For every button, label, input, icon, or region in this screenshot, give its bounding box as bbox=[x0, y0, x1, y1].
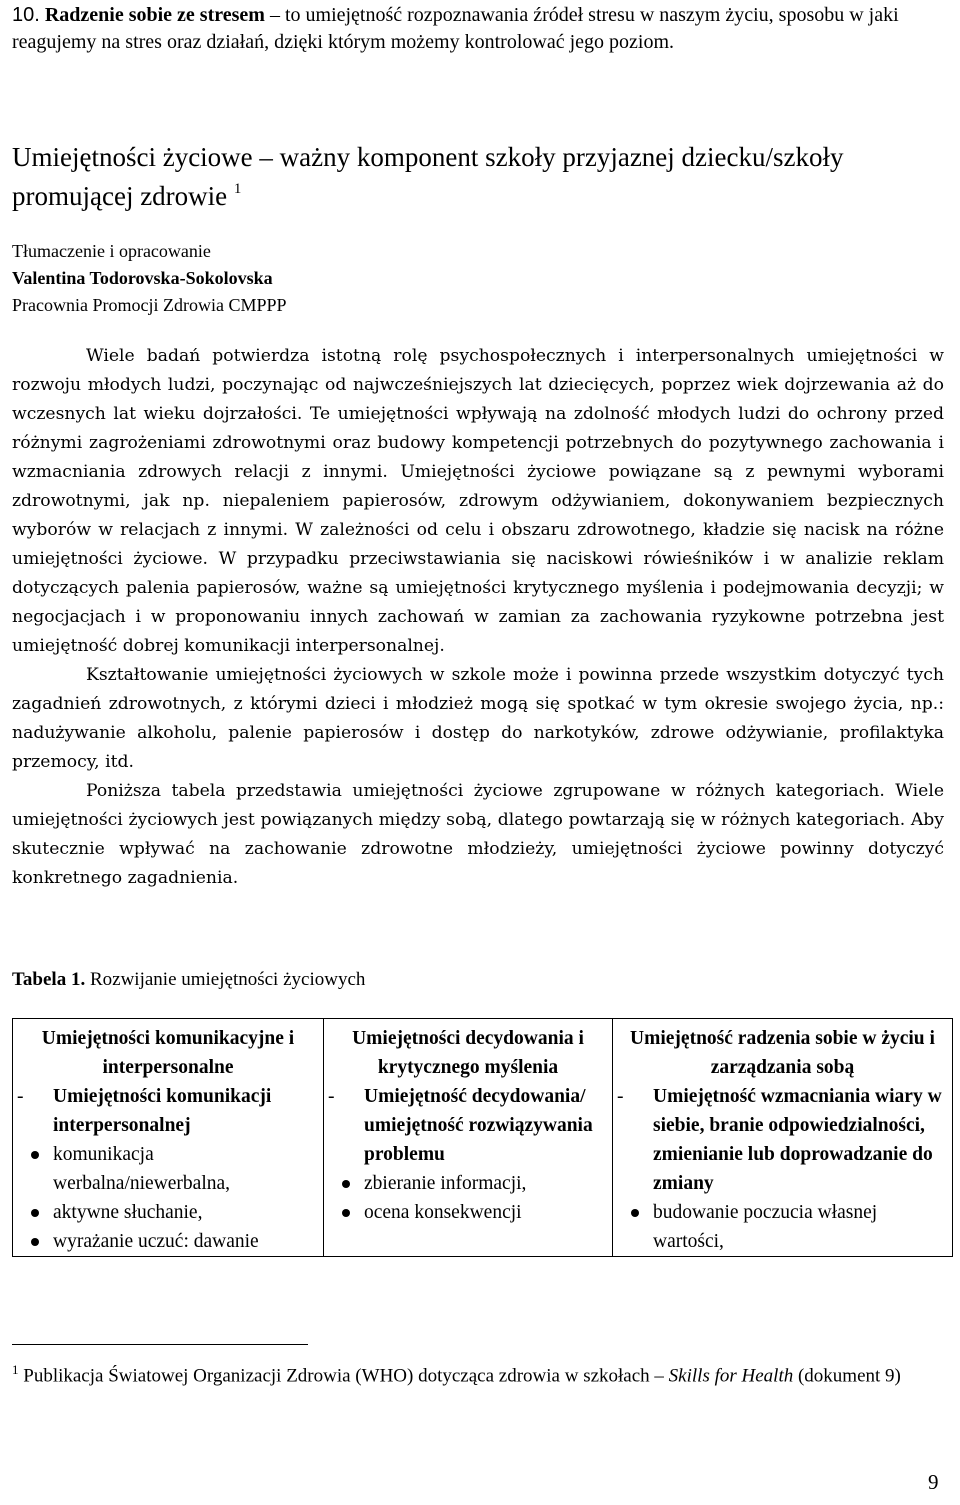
body-text bbox=[12, 342, 944, 893]
item-definition: – to umiejętność rozpoznawania źródeł stresu w naszym życiu, sposobu w jaki reagujemy na stres oraz działań, dzięki którym możemy kontrolować jego poziom. bbox=[12, 4, 899, 53]
skills-table bbox=[12, 1018, 953, 1257]
table-cell bbox=[324, 1019, 613, 1257]
list-item bbox=[17, 1140, 319, 1198]
table-caption-text: Rozwijanie umiejętności życiowych bbox=[85, 969, 366, 990]
footnote-divider bbox=[12, 1344, 308, 1345]
item-number: 10. bbox=[12, 4, 40, 26]
skill-item: aktywne słuchanie, bbox=[53, 1202, 203, 1223]
item-term: Radzenie sobie ze stresem bbox=[44, 4, 265, 26]
list-item bbox=[617, 1198, 948, 1256]
bullet-icon bbox=[17, 1227, 53, 1256]
paragraph: Wiele badań potwierdza istotną rolę psychospołecznych i interpersonalnych umiejętności w rozwoju młodych ludzi, poczynając od najwcześniejszych lat dziecięcych, poprzez wiek dojrzewania aż do wczesnych lat wieku dojrzałości. Te umiejętności wpływają na zdolność młodych ludzi do ochrony przed różnymi zagrożeniami zdrowotnymi oraz budowy kompetencji potrzebnych do pozytywnego zachowania i wzmacniania zdrowych relacji z innymi. Umiejętności życiowe powiązane są z pewnymi wyborami zdrowotnymi, jak np. niepaleniem papierosów, zdrowym odżywianiem, dokonywaniem bezpiecznych wyborów w relacjach z innymi. W zależności od celu i obszaru zdrowotnego, kładzie się nacisk na różne umiejętności życiowe. W przypadku przeciwstawiania się naciskowi rówieśników i w analizie reklam dotyczących palenia papierosów, ważne są umiejętności krytycznego myślenia i podejmowania decyzji; w negocjacjach i w proponowaniu innych zachowań w zamian za zachowania ryzykowne potrzebna jest umiejętność dobrej komunikacji interpersonalnej. bbox=[12, 346, 944, 656]
title-text: Umiejętności życiowe – ważny komponent szkoły przyjaznej dziecku/szkoły promującej zdrowie bbox=[12, 142, 844, 211]
paragraph: Poniższa tabela przedstawia umiejętności życiowe zgrupowane w różnych kategoriach. Wiele umiejętności życiowych jest powiązanych między sobą, dlatego powtarzają się w różnych kategoriach. Aby skutecznie wpływać na zachowanie zdrowotne młodzieży, umiejętności życiowe powinny dotyczyć konkretnego zagadnienia. bbox=[12, 781, 944, 888]
skill-group: Umiejętność decydowania/ umiejętność rozwiązywania problemu bbox=[364, 1086, 593, 1165]
table-cell bbox=[613, 1019, 953, 1257]
column-header: Umiejętności decydowania i krytycznego myślenia bbox=[352, 1028, 584, 1078]
author-name: Valentina Todorovska-Sokolovska bbox=[12, 268, 273, 288]
list-item bbox=[17, 1198, 319, 1227]
footnote-mark: 1 bbox=[12, 1362, 19, 1377]
title-footnote-mark[interactable]: 1 bbox=[233, 181, 242, 197]
table-caption-label: Tabela 1. bbox=[12, 969, 86, 990]
footnote-text: Publikacja Światowej Organizacji Zdrowia (WHO) dotycząca zdrowia w szkołach – bbox=[18, 1365, 669, 1387]
credits bbox=[12, 238, 287, 319]
table-row bbox=[13, 1019, 953, 1257]
column-header: Umiejętności komunikacyjne i interpersonalne bbox=[41, 1028, 295, 1078]
bullet-icon bbox=[328, 1198, 364, 1227]
credits-line: Tłumaczenie i opracowanie bbox=[12, 241, 211, 261]
footnote-tail: (dokument 9) bbox=[793, 1365, 901, 1387]
list-item bbox=[17, 1082, 319, 1140]
list-item bbox=[328, 1169, 608, 1198]
skill-group: Umiejętności komunikacji interpersonalnej bbox=[53, 1086, 272, 1136]
skill-item: komunikacja werbalna/niewerbalna, bbox=[53, 1144, 231, 1194]
dash-marker: - bbox=[17, 1086, 24, 1107]
list-item bbox=[328, 1198, 608, 1227]
dash-marker: - bbox=[617, 1086, 624, 1107]
list-item bbox=[17, 1227, 319, 1256]
skill-item: budowanie poczucia własnej wartości, bbox=[653, 1202, 878, 1252]
list-item-10 bbox=[12, 2, 944, 56]
skill-group: Umiejętność wzmacniania wiary w siebie, branie odpowiedzialności, zmienianie lub doprowadzanie do zmiany bbox=[653, 1086, 942, 1194]
table-caption bbox=[12, 966, 365, 993]
table-cell bbox=[13, 1019, 324, 1257]
footnote-title: Skills for Health bbox=[668, 1365, 794, 1387]
list-item bbox=[328, 1082, 608, 1169]
skill-item: zbieranie informacji, bbox=[364, 1173, 527, 1194]
section-title bbox=[12, 140, 944, 213]
column-header: Umiejętność radzenia sobie w życiu i zarządzania sobą bbox=[630, 1028, 935, 1078]
list-item bbox=[617, 1082, 948, 1198]
bullet-icon bbox=[17, 1140, 53, 1198]
paragraph: Kształtowanie umiejętności życiowych w szkole może i powinna przede wszystkim dotyczyć tych zagadnień zdrowotnych, z którymi dzieci i młodzież mogą się spotkać w tym okresie swojego życia, np.: nadużywanie alkoholu, palenie papierosów i dostęp do narkotyków, zdrowe odżywianie, profilaktyka przemocy, itd. bbox=[12, 665, 944, 772]
skill-item: ocena konsekwencji bbox=[364, 1202, 522, 1223]
dash-marker: - bbox=[328, 1086, 335, 1107]
affiliation: Pracownia Promocji Zdrowia CMPPP bbox=[12, 295, 287, 315]
skill-item: wyrażanie uczuć: dawanie bbox=[53, 1231, 259, 1252]
page-number: 9 bbox=[928, 1470, 939, 1494]
bullet-icon bbox=[617, 1198, 653, 1256]
bullet-icon bbox=[328, 1169, 364, 1198]
footnote bbox=[12, 1356, 944, 1390]
bullet-icon bbox=[17, 1198, 53, 1227]
